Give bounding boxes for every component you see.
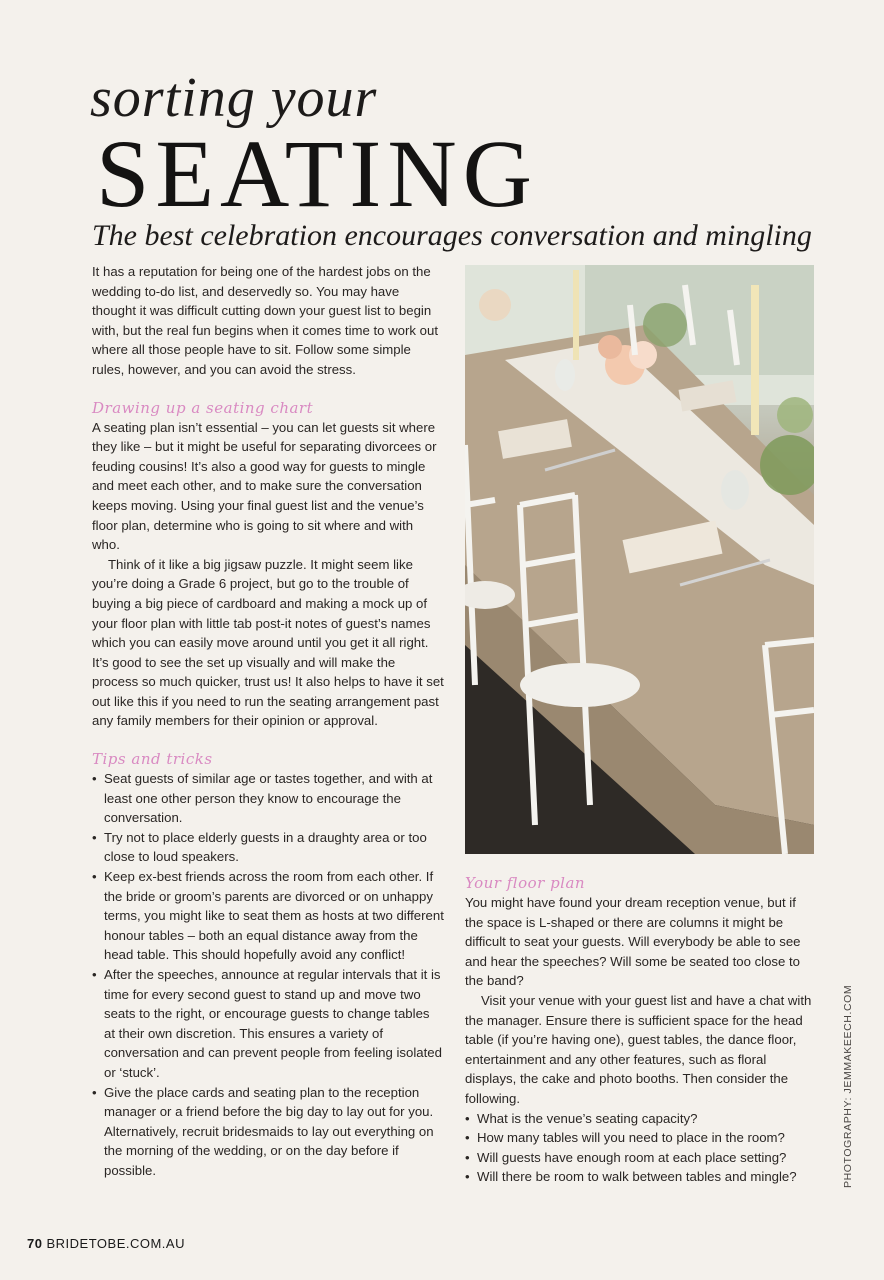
- heading-your-floor-plan: Your floor plan: [465, 874, 586, 892]
- page-number: 70: [27, 1236, 43, 1251]
- reception-table-photo: [465, 265, 814, 854]
- question-item: • Will there be room to walk between tables and mingle?: [465, 1167, 817, 1187]
- tips-list: [92, 769, 444, 1180]
- question-item: • What is the venue’s seating capacity?: [465, 1109, 817, 1129]
- page-footer: [27, 1236, 185, 1251]
- question-item: • Will guests have enough room at each place setting?: [465, 1148, 817, 1168]
- tip-item: • Give the place cards and seating plan to the reception manager or a friend before the big day to lay out for you. Alternatively, recruit bridesmaids to lay out everything on the morning of the wedding, or on the day before if possible.: [92, 1083, 444, 1181]
- tip-item: • Seat guests of similar age or tastes together, and with at least one other person they know to encourage the conversation.: [92, 769, 444, 828]
- title-seating: SEATING: [96, 120, 538, 227]
- photo-credit: PHOTOGRAPHY: JEMMAKEECH.COM: [842, 984, 854, 1188]
- floor-plan-paragraph-1: You might have found your dream reception venue, but if the space is L-shaped or there are columns it might be difficult to seat your guests. Will everybody be able to see and hear the speeches? Will some be seated too close to the band?: [465, 895, 801, 989]
- heading-drawing-seating-chart: Drawing up a seating chart: [92, 398, 314, 417]
- right-column: [465, 873, 817, 1187]
- site-name: BRIDETOBE.COM.AU: [46, 1236, 185, 1251]
- floor-plan-paragraph-2: Visit your venue with your guest list and have a chat with the manager. Ensure there is sufficient space for the head table (if you’re having one), guest tables, the dance floor, entertainment and any other features, such as floral displays, the cake and photo booths. Then consider the following.: [465, 992, 812, 1106]
- heading-tips-and-tricks: Tips and tricks: [92, 750, 213, 769]
- seating-chart-paragraph-1: A seating plan isn’t essential – you can let guests sit where they like – but it might be useful for separating divorcees or feuding cousins! It’s also a good way for guests to mingle and meet each other, and to make sure the conversation keeps moving. Using your final guest list and the venue’s floor plan, determine who is going to sit where and with who.: [92, 419, 437, 553]
- question-item: • How many tables will you need to place in the room?: [465, 1128, 817, 1148]
- table-setting-illustration: [465, 265, 814, 854]
- tip-item: • After the speeches, announce at regular intervals that it is time for every second guest to stand up and move two seats to the right, or encourage guests to change tables at their own discretion. This ensures a variety of conversation and can prevent people from feeling isolated or ‘stuck’.: [92, 965, 444, 1083]
- venue-questions-list: [465, 1109, 817, 1187]
- seating-chart-paragraph-2: Think of it like a big jigsaw puzzle. It might seem like you’re doing a Grade 6 project, but go to the trouble of buying a big piece of cardboard and making a mock up of your floor plan with little tab post-it notes of guest’s names which you can easily move around until you get it all right. It’s good to see the set up visually and will make the process so much quicker, trust us! It also helps to have it set out like this if you need to run the seating arrangement past any family members for their opinion or approval.: [92, 556, 444, 729]
- left-column: [92, 262, 444, 1181]
- subtitle: The best celebration encourages conversation and mingling: [92, 219, 812, 252]
- title-sorting-your: sorting your: [90, 67, 378, 129]
- intro-paragraph: It has a reputation for being one of the hardest jobs on the wedding to-do list, and deservedly so. You may have thought it was difficult cutting down your guest list to begin with, but the real fun begins when it comes time to work out where all those people have to sit. Follow some simple rules, however, and you can avoid the stress.: [92, 264, 438, 377]
- tip-item: • Try not to place elderly guests in a draughty area or too close to loud speakers.: [92, 828, 444, 867]
- tip-item: • Keep ex-best friends across the room from each other. If the bride or groom’s parents are divorced or on unhappy terms, you might like to seat them as hosts at two different honour tables – both an equal distance away from the head table. This should hopefully avoid any conflict!: [92, 867, 444, 965]
